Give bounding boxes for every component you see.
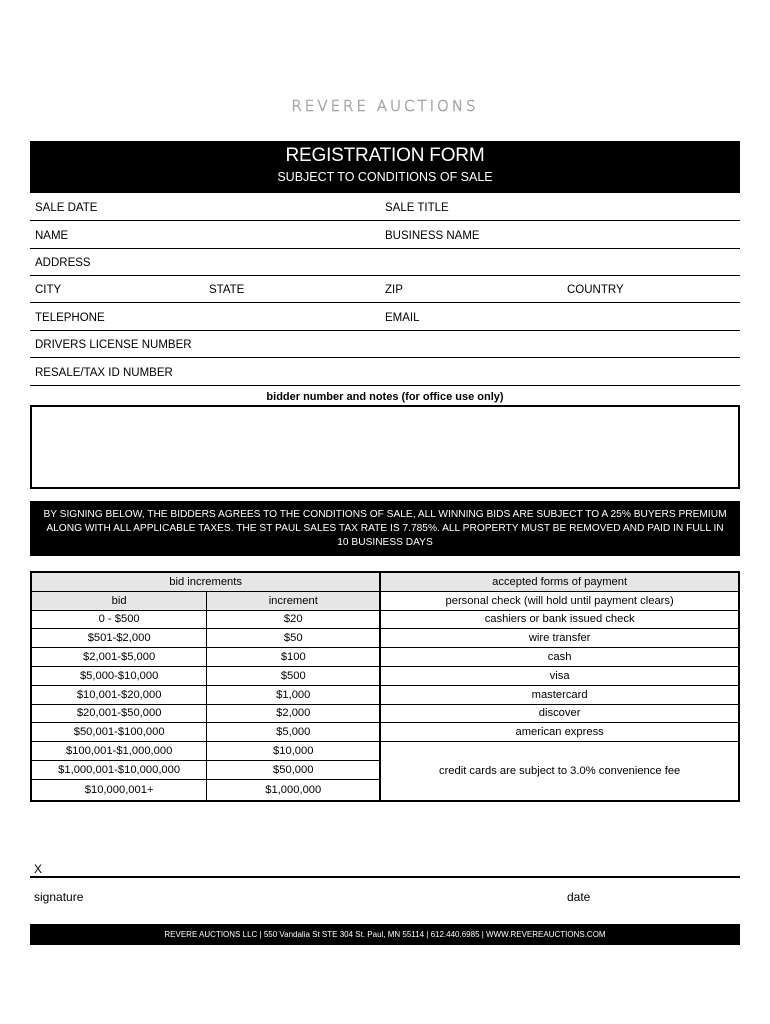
convenience-fee-cell: credit cards are subject to 3.0% convenience fee xyxy=(380,742,739,801)
footer-text: REVERE AUCTIONS LLC | 550 Vandalia St STE 304 St. Paul, MN 55114 | 612.440.6985 | WWW.REVEREAUCTIONS.COM xyxy=(164,930,606,939)
drivers-license-field[interactable]: DRIVERS LICENSE NUMBER xyxy=(35,339,192,351)
increments-payment-table xyxy=(30,571,740,802)
address-field[interactable]: ADDRESS xyxy=(35,257,91,269)
date-label: date xyxy=(567,890,591,904)
payment-cell: discover xyxy=(380,704,739,723)
increment-cell: $20 xyxy=(207,610,380,629)
signature-x-mark: X xyxy=(34,862,43,876)
payment-cell: cashiers or bank issued check xyxy=(380,610,739,629)
country-field[interactable]: COUNTRY xyxy=(567,284,624,296)
increment-cell: $10,000 xyxy=(207,742,380,761)
business-name-field[interactable]: BUSINESS NAME xyxy=(385,230,480,242)
row-name xyxy=(30,224,740,249)
terms-banner xyxy=(30,501,740,556)
bid-cell: 0 - $500 xyxy=(31,610,207,629)
company-logo: REVERE AUCTIONS xyxy=(291,97,479,115)
zip-field[interactable]: ZIP xyxy=(385,284,403,296)
bid-cell: $20,001-$50,000 xyxy=(31,704,207,723)
bid-increments-title: bid increments xyxy=(31,572,380,591)
state-field[interactable]: STATE xyxy=(209,284,245,296)
email-field[interactable]: EMAIL xyxy=(385,312,420,324)
notes-box[interactable] xyxy=(30,405,740,489)
row-contact xyxy=(30,306,740,331)
increment-cell: $2,000 xyxy=(207,704,380,723)
payment-cell: wire transfer xyxy=(380,629,739,648)
bid-cell: $1,000,001-$10,000,000 xyxy=(31,760,207,779)
bid-cell: $501-$2,000 xyxy=(31,629,207,648)
bid-cell: $100,001-$1,000,000 xyxy=(31,742,207,761)
increment-column-header: increment xyxy=(207,591,380,610)
increment-cell: $50,000 xyxy=(207,760,380,779)
row-address xyxy=(30,251,740,276)
sale-date-field[interactable]: SALE DATE xyxy=(35,202,98,214)
increment-cell: $100 xyxy=(207,648,380,667)
increment-cell: $1,000,000 xyxy=(207,779,380,801)
form-header xyxy=(30,141,740,193)
bid-column-header: bid xyxy=(31,591,207,610)
payment-cell: cash xyxy=(380,648,739,667)
row-license xyxy=(30,333,740,358)
city-field[interactable]: CITY xyxy=(35,284,62,296)
payment-title: accepted forms of payment xyxy=(380,572,739,591)
terms-text: BY SIGNING BELOW, THE BIDDERS AGREES TO THE CONDITIONS OF SALE, ALL WINNING BIDS ARE SUBJECT TO A 25% BUYERS PREMIUM ALONG WITH ALL APPLICABLE TAXES. THE ST PAUL SALES TAX RATE IS 7.785%. ALL PROPERTY MUST BE REMOVED AND PAID IN FULL IN 10 BUSINESS DAYS xyxy=(43,508,727,548)
payment-cell: american express xyxy=(380,723,739,742)
increment-cell: $5,000 xyxy=(207,723,380,742)
bid-cell: $50,001-$100,000 xyxy=(31,723,207,742)
bid-cell: $2,001-$5,000 xyxy=(31,648,207,667)
increment-cell: $50 xyxy=(207,629,380,648)
signature-label: signature xyxy=(34,890,84,904)
telephone-field[interactable]: TELEPHONE xyxy=(35,312,105,324)
footer-bar xyxy=(30,924,740,945)
bid-cell: $10,001-$20,000 xyxy=(31,685,207,704)
increment-cell: $1,000 xyxy=(207,685,380,704)
bid-cell: $10,000,001+ xyxy=(31,779,207,801)
name-field[interactable]: NAME xyxy=(35,230,69,242)
signature-line[interactable] xyxy=(30,876,740,878)
row-tax xyxy=(30,361,740,386)
bid-cell: $5,000-$10,000 xyxy=(31,666,207,685)
form-subtitle: SUBJECT TO CONDITIONS OF SALE xyxy=(277,170,493,184)
notes-label: bidder number and notes (for office use only) xyxy=(266,391,504,403)
payment-cell: personal check (will hold until payment clears) xyxy=(380,591,739,610)
payment-cell: mastercard xyxy=(380,685,739,704)
payment-cell: visa xyxy=(380,666,739,685)
increment-cell: $500 xyxy=(207,666,380,685)
resale-tax-field[interactable]: RESALE/TAX ID NUMBER xyxy=(35,367,173,379)
form-title: REGISTRATION FORM xyxy=(285,145,485,166)
row-sale xyxy=(30,196,740,221)
sale-title-field[interactable]: SALE TITLE xyxy=(385,202,449,214)
row-city xyxy=(30,278,740,303)
